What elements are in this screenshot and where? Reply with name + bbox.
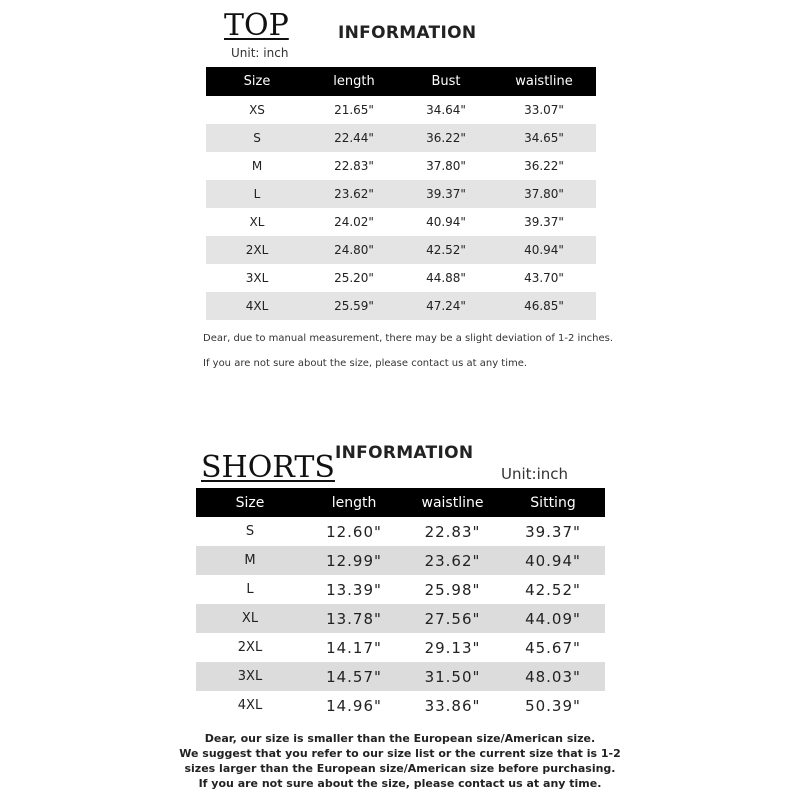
measurement-cell: 22.44": [308, 124, 400, 152]
measurement-cell: 39.37": [400, 180, 492, 208]
size-cell: 2XL: [206, 236, 308, 264]
measurement-cell: 34.64": [400, 96, 492, 124]
measurement-cell: 40.94": [400, 208, 492, 236]
measurement-cell: 14.96": [304, 691, 404, 720]
column-header: Bust: [400, 67, 492, 96]
measurement-cell: 13.78": [304, 604, 404, 633]
shorts-size-table: [196, 488, 605, 720]
measurement-cell: 25.20": [308, 264, 400, 292]
measurement-cell: 22.83": [404, 517, 501, 546]
size-advice-line: If you are not sure about the size, please contact us at any time.: [198, 777, 602, 790]
measurement-cell: 50.39": [501, 691, 605, 720]
measurement-cell: 29.13": [404, 633, 501, 662]
size-cell: L: [196, 575, 304, 604]
measurement-cell: 34.65": [492, 124, 596, 152]
measurement-cell: 13.39": [304, 575, 404, 604]
size-cell: 3XL: [196, 662, 304, 691]
table-row: [206, 124, 596, 152]
measurement-cell: 42.52": [501, 575, 605, 604]
measurement-cell: 21.65": [308, 96, 400, 124]
measurement-cell: 39.37": [492, 208, 596, 236]
column-header: length: [304, 488, 404, 517]
column-header: waistline: [404, 488, 501, 517]
measurement-cell: 36.22": [400, 124, 492, 152]
table-row: [196, 604, 605, 633]
size-advice-line: Dear, our size is smaller than the European size/American size.: [204, 732, 596, 745]
column-header: length: [308, 67, 400, 96]
table-row: [196, 517, 605, 546]
table-row: [206, 96, 596, 124]
top-info-heading: INFORMATION: [338, 23, 477, 43]
measurement-cell: 27.56": [404, 604, 501, 633]
size-cell: S: [196, 517, 304, 546]
measurement-cell: 48.03": [501, 662, 605, 691]
column-header: waistline: [492, 67, 596, 96]
size-cell: M: [196, 546, 304, 575]
table-row: [196, 546, 605, 575]
measurement-cell: 47.24": [400, 292, 492, 320]
size-cell: 4XL: [196, 691, 304, 720]
table-row: [196, 575, 605, 604]
measurement-cell: 14.17": [304, 633, 404, 662]
size-advice-line: We suggest that you refer to our size list or the current size that is 1-2: [179, 747, 621, 760]
table-row: [206, 236, 596, 264]
measurement-cell: 22.83": [308, 152, 400, 180]
table-row: [196, 662, 605, 691]
measurement-cell: 14.57": [304, 662, 404, 691]
table-row: [206, 292, 596, 320]
table-row: [206, 180, 596, 208]
measurement-cell: 33.07": [492, 96, 596, 124]
size-cell: XL: [206, 208, 308, 236]
measurement-cell: 42.52": [400, 236, 492, 264]
size-advice-note: [150, 731, 650, 791]
measurement-cell: 46.85": [492, 292, 596, 320]
measurement-cell: 36.22": [492, 152, 596, 180]
measurement-cell: 31.50": [404, 662, 501, 691]
size-cell: L: [206, 180, 308, 208]
measurement-cell: 12.99": [304, 546, 404, 575]
table-row: [206, 152, 596, 180]
top-title: TOP: [224, 8, 289, 43]
size-cell: XS: [206, 96, 308, 124]
measurement-cell: 23.62": [308, 180, 400, 208]
shorts-title: SHORTS: [201, 450, 335, 485]
size-cell: M: [206, 152, 308, 180]
shorts-unit-label: Unit:inch: [501, 465, 569, 483]
measurement-cell: 43.70": [492, 264, 596, 292]
size-cell: 4XL: [206, 292, 308, 320]
table-header-row: [206, 67, 596, 96]
measurement-cell: 45.67": [501, 633, 605, 662]
measurement-cell: 40.94": [492, 236, 596, 264]
top-unit-label: Unit: inch: [231, 46, 289, 60]
measurement-cell: 37.80": [492, 180, 596, 208]
measurement-cell: 33.86": [404, 691, 501, 720]
size-cell: XL: [196, 604, 304, 633]
measurement-cell: 24.02": [308, 208, 400, 236]
size-cell: 3XL: [206, 264, 308, 292]
size-cell: S: [206, 124, 308, 152]
column-header: Size: [206, 67, 308, 96]
contact-note: If you are not sure about the size, please contact us at any time.: [203, 358, 528, 369]
table-row: [196, 691, 605, 720]
measurement-cell: 44.09": [501, 604, 605, 633]
shorts-info-heading: INFORMATION: [335, 443, 474, 463]
measurement-cell: 44.88": [400, 264, 492, 292]
measurement-cell: 40.94": [501, 546, 605, 575]
column-header: Size: [196, 488, 304, 517]
table-row: [206, 264, 596, 292]
measurement-cell: 25.98": [404, 575, 501, 604]
top-size-table: [206, 67, 596, 320]
measurement-cell: 25.59": [308, 292, 400, 320]
measurement-note: Dear, due to manual measurement, there may be a slight deviation of 1-2 inches.: [203, 333, 614, 344]
measurement-cell: 12.60": [304, 517, 404, 546]
measurement-cell: 23.62": [404, 546, 501, 575]
measurement-cell: 24.80": [308, 236, 400, 264]
table-row: [196, 633, 605, 662]
column-header: Sitting: [501, 488, 605, 517]
measurement-cell: 37.80": [400, 152, 492, 180]
table-row: [206, 208, 596, 236]
size-advice-line: sizes larger than the European size/American size before purchasing.: [184, 762, 616, 775]
measurement-cell: 39.37": [501, 517, 605, 546]
table-header-row: [196, 488, 605, 517]
size-cell: 2XL: [196, 633, 304, 662]
